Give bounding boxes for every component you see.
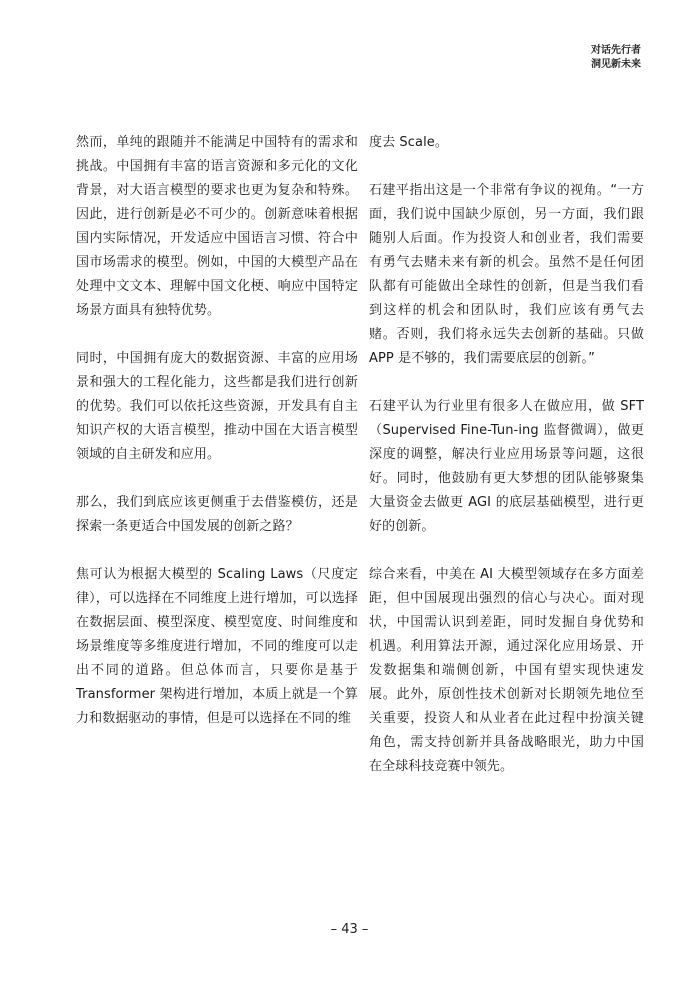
running-header [591,44,641,72]
paragraph: 然而，单纯的跟随并不能满足中国特有的需求和挑战。中国拥有丰富的语言资源和多元化的文化背景，对大语言模型的要求也更为复杂和特殊。因此，进行创新是必不可少的。创新意味着根据国内实际情况，开发适应中国语言习惯、符合中国市场需求的模型。例如，中国的大模型产品在处理中文文本、理解中国文化梗、响应中国特定场景方面具有独特优势。 [76,135,358,318]
paragraph: 那么，我们到底应该更侧重于去借鉴模仿，还是探索一条更适合中国发展的创新之路？ [76,495,358,534]
right-column [369,131,644,779]
page-number: – 43 – [330,922,369,937]
paragraph: 综合来看，中美在 AI 大模型领域存在多方面差距，但中国展现出强烈的信心与决心。面对现状，中国需认识到差距，同时发掘自身优势和机遇。利用算法开源，通过深化应用场景、开发数据集和端侧创新，中国有望实现快速发展。此外，原创性技术创新对长期领先地位至关重要，投资人和从业者在此过程中扮演关键角色，需支持创新并具备战略眼光，助力中国在全球科技竞赛中领先。 [369,567,644,774]
paragraph: 焦可认为根据大模型的 Scaling Laws（尺度定律），可以选择在不同维度上进行增加，可以选择在数据层面、模型深度、模型宽度、时间维度和场景维度等多维度进行增加，不同的维度可以走出不同的道路。但总体而言，只要你是基于 Transformer 架构进行增加，本质上就是一个算力和数据驱动的事情，但是可以选择在不同的维 [76,567,358,726]
left-column [76,131,358,731]
header-line-2: 洞见新未来 [591,59,641,70]
paragraph: 石建平指出这是一个非常有争议的视角。“一方面，我们说中国缺少原创，另一方面，我们跟随别人后面。作为投资人和创业者，我们需要有勇气去赌未来有新的机会。虽然不是任何团队都有可能做出全球性的创新，但是当我们看到这样的机会和团队时，我们应该有勇气去赌。否则，我们将永远失去创新的基础。只做 APP 是不够的，我们需要底层的创新。” [369,183,644,366]
paragraph: 同时，中国拥有庞大的数据资源、丰富的应用场景和强大的工程化能力，这些都是我们进行创新的优势。我们可以依托这些资源，开发具有自主知识产权的大语言模型，推动中国在大语言模型领域的自主研发和应用。 [76,351,358,462]
paragraph: 度去 Scale。 [369,135,449,150]
header-line-1: 对话先行者 [591,45,641,56]
paragraph: 石建平认为行业里有很多人在做应用，做 SFT（Supervised Fine-Tun-ing 监督微调），做更深度的调整，解决行业应用场景等问题，这很好。同时，他鼓励有更大梦想的团队能够聚集大量资金去做更 AGI 的底层基础模型，进行更好的创新。 [369,399,644,534]
